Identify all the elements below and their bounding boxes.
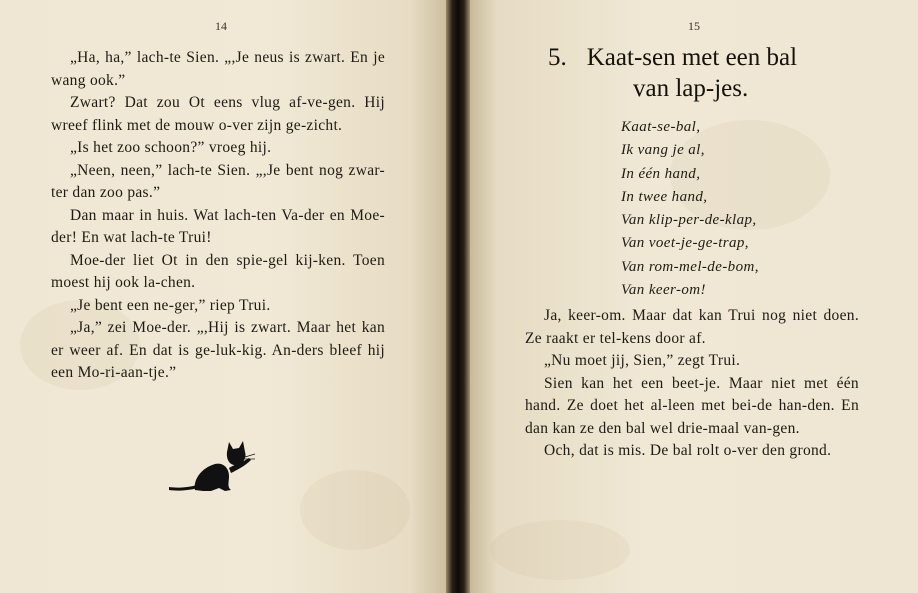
left-body-text xyxy=(51,47,385,385)
poem-line: Van keer-om! xyxy=(621,282,706,299)
poem-line: Kaat-se-bal, xyxy=(621,119,701,135)
paragraph: Sien kan het een beet-je. Maar niet met één hand. Ze doet het al-leen met bei-de han-den. En dan kan ze den bal wel drie-maal van-gen. xyxy=(525,374,859,437)
poem-line: Van rom-mel-de-bom, xyxy=(621,258,759,275)
chapter-title-text-1: Kaat-sen met een bal xyxy=(586,44,798,71)
chapter-title-line-2: van lap-jes. xyxy=(633,75,749,102)
left-page xyxy=(0,0,446,593)
paragraph: Zwart? Dat zou Ot eens vlug af-ve-gen. Hij wreef flink met de mouw o-ver zijn ge-zicht. xyxy=(51,94,385,134)
paragraph: Moe-der liet Ot in den spie-gel kij-ken. Toen moest hij ook la-chen. xyxy=(51,251,385,291)
cat-silhouette-illustration xyxy=(167,438,257,496)
page-number-left: 14 xyxy=(215,19,227,33)
poem-line: Van voet-je-ge-trap, xyxy=(621,235,749,252)
paragraph: „Ja,” zei Moe-der. „,Hij is zwart. Maar het kan er weer af. En dat is ge-luk-kig. An-ders bleef hij een Mo-ri-aan-tje.” xyxy=(51,319,385,381)
paragraph: Ja, keer-om. Maar dat kan Trui nog niet doen. Ze raakt er tel-kens door af. xyxy=(525,307,859,347)
page-number-right: 15 xyxy=(688,19,700,33)
paragraph: „Nu moet jij, Sien,” zegt Trui. xyxy=(544,352,741,369)
book-spine xyxy=(446,0,470,593)
right-body-text xyxy=(525,305,859,463)
paragraph: Och, dat is mis. De bal rolt o-ver den grond. xyxy=(544,442,832,459)
chapter-title-line-1 xyxy=(548,42,848,73)
paragraph: „Ha, ha,” lach-te Sien. „,Je neus is zwart. En je wang ook.” xyxy=(51,49,385,89)
poem-line: In één hand, xyxy=(621,165,701,182)
paragraph: „Neen, neen,” lach-te Sien. „,Je bent nog zwar-ter dan zoo pas.” xyxy=(51,161,385,201)
paragraph: „Je bent een ne-ger,” riep Trui. xyxy=(70,296,271,314)
right-page xyxy=(470,0,918,593)
poem-line: Van klip-per-de-klap, xyxy=(621,212,757,229)
paragraph: „Is het zoo schoon?” vroeg hij. xyxy=(70,139,272,156)
paragraph: Dan maar in huis. Wat lach-ten Va-der en Moe-der! En wat lach-te Trui! xyxy=(51,206,385,246)
chapter-number: 5. xyxy=(548,44,567,71)
poem xyxy=(621,116,759,302)
poem-line: Ik vang je al, xyxy=(621,142,705,159)
poem-line: In twee hand, xyxy=(621,188,708,205)
chapter-title xyxy=(548,42,848,104)
